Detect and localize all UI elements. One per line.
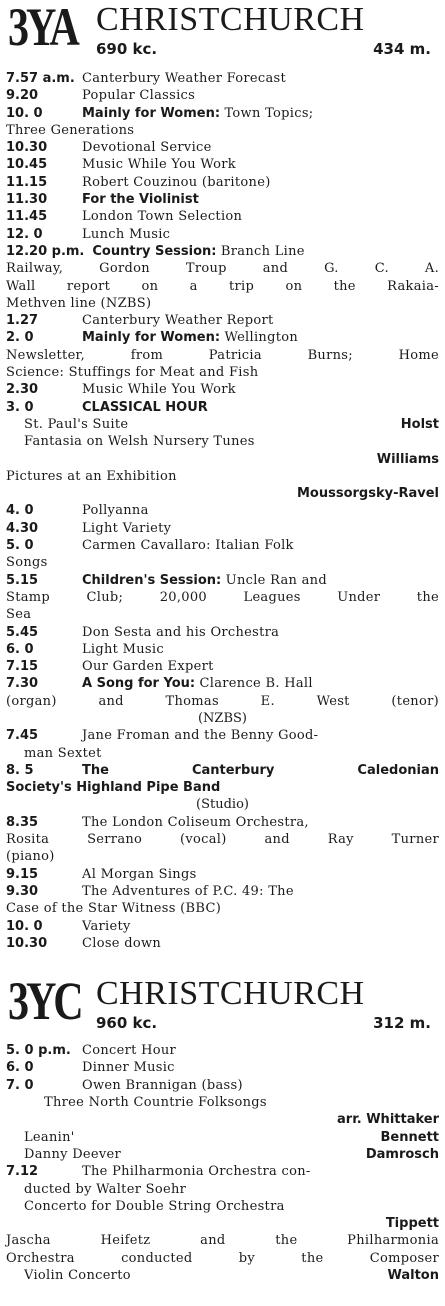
programme-detail: Rosita Serrano (vocal) and Ray Turner bbox=[6, 832, 439, 848]
programme-title: Dinner Music bbox=[82, 1060, 175, 1076]
programme-title: Popular Classics bbox=[82, 88, 196, 104]
programme-entry bbox=[6, 139, 439, 156]
station-call-sign: 3YC bbox=[8, 971, 81, 1032]
programme-title: The Philharmonia Orchestra con- bbox=[82, 1164, 311, 1180]
programme-time: 10.30 bbox=[6, 140, 48, 156]
work-title: Fantasia on Welsh Nursery Tunes bbox=[24, 434, 255, 450]
programme-title: Al Morgan Sings bbox=[82, 866, 197, 882]
station-wavelength: 312 m. bbox=[373, 1014, 431, 1033]
programme-title: Wellington bbox=[220, 330, 299, 346]
programme-heading: CLASSICAL HOUR bbox=[82, 399, 208, 415]
programme-detail: Science: Stuffings for Meat and Fish bbox=[6, 365, 259, 381]
programme-time: 6. 0 bbox=[6, 641, 34, 657]
programme-entry bbox=[6, 675, 439, 727]
programme-detail: Newsletter, from Patricia Burns; Home bbox=[6, 347, 439, 363]
programme-entry bbox=[6, 935, 439, 952]
programme-heading: Caledonian bbox=[357, 762, 439, 778]
programme-entry bbox=[6, 70, 439, 87]
programme-heading: The bbox=[82, 762, 109, 778]
programme-time: 9.15 bbox=[6, 866, 39, 882]
programme-heading: Canterbury bbox=[191, 762, 275, 778]
programme-time: 7.15 bbox=[6, 659, 39, 675]
programme-time: 6. 0 bbox=[6, 1060, 34, 1076]
programme-title: Light Music bbox=[82, 641, 164, 657]
programme-title: Variety bbox=[82, 918, 131, 934]
programme-detail: Three Generations bbox=[6, 122, 135, 138]
programme-title: Don Sesta and his Orchestra bbox=[82, 624, 280, 640]
station-wavelength: 434 m. bbox=[373, 40, 431, 58]
programme-detail: (piano) bbox=[6, 849, 55, 865]
programme-time: 9.20 bbox=[6, 88, 39, 104]
programme-detail: Case of the Star Witness (BBC) bbox=[6, 901, 222, 917]
programme-entry bbox=[6, 641, 439, 658]
programme-title: Close down bbox=[82, 935, 162, 951]
programme-title: Music While You Work bbox=[82, 382, 236, 398]
programme-time: 5.45 bbox=[6, 624, 39, 640]
programme-entry bbox=[6, 624, 439, 641]
programme-time: 7.30 bbox=[6, 676, 39, 692]
work-title: Violin Concerto bbox=[24, 1268, 131, 1283]
programme-heading: Mainly for Women: bbox=[82, 330, 221, 346]
programme-time: 10. 0 bbox=[6, 918, 43, 934]
programme-time: 5.15 bbox=[6, 572, 39, 588]
programme-heading: Children's Session: bbox=[82, 572, 222, 588]
programme-list-3yc bbox=[6, 1042, 439, 1284]
programme-detail: Stamp Club; 20,000 Leagues Under the bbox=[6, 589, 439, 605]
programme-time: 1.27 bbox=[6, 313, 39, 329]
programme-entry bbox=[6, 1077, 439, 1163]
programme-time: 7.12 bbox=[6, 1164, 39, 1180]
programme-title: Light Variety bbox=[82, 520, 172, 536]
programme-entry bbox=[6, 381, 439, 398]
programme-time: 8. 5 bbox=[6, 762, 34, 778]
programme-time: 5. 0 p.m. bbox=[6, 1043, 71, 1059]
programme-entry bbox=[6, 762, 439, 814]
programme-entry bbox=[6, 502, 439, 519]
station-header-3ya bbox=[6, 0, 439, 70]
composer-name: Williams bbox=[376, 451, 439, 467]
programme-title: The Adventures of P.C. 49: The bbox=[82, 883, 294, 899]
station-city: CHRISTCHURCH bbox=[96, 975, 365, 1013]
programme-title: Robert Couzinou (baritone) bbox=[82, 174, 271, 190]
programme-time: 7.57 a.m. bbox=[6, 71, 75, 86]
programme-entry bbox=[6, 1042, 439, 1059]
programme-heading: For the Violinist bbox=[82, 192, 199, 208]
programme-title: Uncle Ran and bbox=[221, 572, 327, 588]
station-frequency: 690 kc. bbox=[96, 40, 158, 58]
programme-time: 11.15 bbox=[6, 174, 48, 190]
programme-detail: Wall report on a trip on the Rakaia- bbox=[6, 278, 439, 294]
station-city: CHRISTCHURCH bbox=[96, 1, 365, 38]
programme-detail: Orchestra conducted by the Composer bbox=[6, 1250, 439, 1266]
programme-title: Pollyanna bbox=[82, 503, 149, 519]
programme-time: 12.20 p.m. bbox=[6, 243, 85, 259]
programme-time: 11.45 bbox=[6, 209, 48, 225]
composer-name: Bennett bbox=[380, 1129, 439, 1145]
programme-entry bbox=[6, 105, 439, 140]
programme-time: 5. 0 bbox=[6, 538, 34, 554]
programme-entry bbox=[6, 520, 439, 537]
programme-title: Canterbury Weather Report bbox=[82, 313, 274, 329]
programme-time: 4. 0 bbox=[6, 503, 34, 519]
programme-entry bbox=[6, 537, 439, 572]
programme-title: Music While You Work bbox=[82, 157, 236, 173]
programme-entry bbox=[6, 399, 439, 503]
programme-entry bbox=[6, 87, 439, 104]
programme-detail: Songs bbox=[6, 555, 48, 571]
programme-entry bbox=[6, 1059, 439, 1076]
composer-name: Tippett bbox=[385, 1216, 439, 1232]
composer-name: Walton bbox=[387, 1268, 439, 1283]
programme-detail: ducted by Walter Soehr bbox=[24, 1181, 187, 1197]
programme-title: Clarence B. Hall bbox=[195, 676, 313, 692]
work-title: Leanin' bbox=[24, 1129, 75, 1145]
programme-time: 10. 0 bbox=[6, 105, 43, 121]
work-title: Danny Deever bbox=[24, 1146, 122, 1162]
programme-entry bbox=[6, 814, 439, 866]
programme-list-3ya bbox=[6, 70, 439, 952]
work-title: Pictures at an Exhibition bbox=[6, 468, 177, 484]
programme-detail: Methven line (NZBS) bbox=[6, 295, 152, 311]
composer-name: Moussorgsky-Ravel bbox=[296, 486, 439, 502]
station-frequency: 960 kc. bbox=[96, 1014, 158, 1033]
programme-time: 4.30 bbox=[6, 520, 39, 536]
programme-title: Concert Hour bbox=[82, 1043, 177, 1059]
programme-title: Our Garden Expert bbox=[82, 659, 214, 675]
programme-time: 11.30 bbox=[6, 192, 48, 208]
station-call-sign: 3YA bbox=[8, 0, 77, 57]
programme-entry bbox=[6, 572, 439, 624]
programme-title: Canterbury Weather Forecast bbox=[82, 71, 287, 86]
programme-time: 2. 0 bbox=[6, 330, 34, 346]
programme-heading: Mainly for Women: bbox=[82, 105, 221, 121]
programme-heading: Society's Highland Pipe Band bbox=[6, 780, 221, 796]
programme-title: Owen Brannigan (bass) bbox=[82, 1077, 243, 1093]
programme-title: Lunch Music bbox=[82, 226, 171, 242]
composer-name: Holst bbox=[400, 416, 439, 432]
programme-entry bbox=[6, 208, 439, 225]
programme-title: The London Coliseum Orchestra, bbox=[82, 814, 309, 830]
programme-title: London Town Selection bbox=[82, 209, 243, 225]
programme-entry bbox=[6, 918, 439, 935]
programme-detail: Railway, Gordon Troup and G. C. A. bbox=[6, 261, 439, 277]
programme-entry bbox=[6, 329, 439, 381]
programme-time: 12. 0 bbox=[6, 226, 43, 242]
programme-time: 10.30 bbox=[6, 935, 48, 951]
programme-time: 2.30 bbox=[6, 382, 39, 398]
programme-entry bbox=[6, 243, 439, 312]
programme-time: 8.35 bbox=[6, 814, 39, 830]
programme-entry bbox=[6, 883, 439, 918]
programme-title: Town Topics; bbox=[220, 105, 314, 121]
programme-detail: man Sextet bbox=[24, 745, 102, 761]
programme-entry bbox=[6, 191, 439, 208]
programme-time: 7.45 bbox=[6, 728, 39, 744]
composer-name: arr. Whittaker bbox=[337, 1112, 439, 1128]
work-title: Concerto for Double String Orchestra bbox=[24, 1198, 285, 1214]
programme-time: 3. 0 bbox=[6, 399, 34, 415]
programme-time: 7. 0 bbox=[6, 1077, 34, 1093]
programme-title: Devotional Service bbox=[82, 140, 212, 156]
programme-entry bbox=[6, 1163, 439, 1284]
radio-listings-page bbox=[6, 0, 439, 1284]
programme-time: 10.45 bbox=[6, 157, 48, 173]
programme-entry bbox=[6, 226, 439, 243]
programme-heading: Country Session: bbox=[92, 243, 217, 259]
programme-entry bbox=[6, 866, 439, 883]
programme-title: Carmen Cavallaro: Italian Folk bbox=[82, 538, 294, 554]
programme-entry bbox=[6, 312, 439, 329]
work-title: Three North Countrie Folksongs bbox=[44, 1095, 267, 1111]
programme-detail: Jascha Heifetz and the Philharmonia bbox=[6, 1233, 439, 1249]
composer-name: Damrosch bbox=[365, 1146, 439, 1162]
programme-time: 9.30 bbox=[6, 883, 39, 899]
programme-title: Branch Line bbox=[216, 243, 305, 259]
programme-detail: Sea bbox=[6, 607, 32, 623]
station-header-3yc bbox=[6, 971, 439, 1042]
programme-entry bbox=[6, 156, 439, 173]
programme-detail: (NZBS) bbox=[197, 710, 247, 726]
programme-detail: (organ) and Thomas E. West (tenor) bbox=[6, 693, 439, 709]
programme-entry bbox=[6, 727, 439, 762]
work-title: St. Paul's Suite bbox=[24, 416, 129, 432]
programme-title: Jane Froman and the Benny Good- bbox=[82, 728, 319, 744]
programme-heading: A Song for You: bbox=[82, 676, 196, 692]
programme-entry bbox=[6, 658, 439, 675]
programme-entry bbox=[6, 174, 439, 191]
programme-detail: (Studio) bbox=[196, 797, 249, 813]
